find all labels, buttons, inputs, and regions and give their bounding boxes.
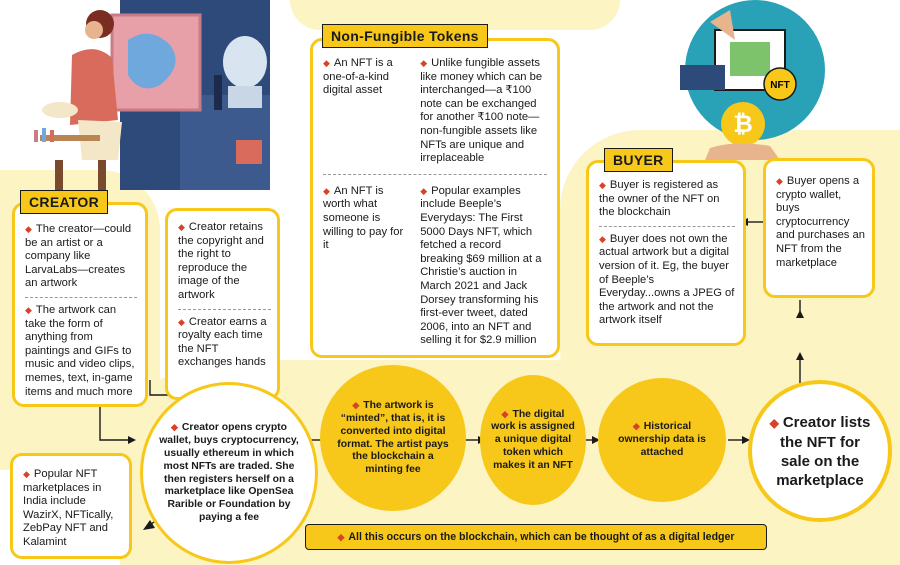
buyer-wallet-text: ◆ Buyer opens a crypto wallet, buys cryptocurrency and purchases an NFT from the marketplace [776,175,865,269]
divider [599,226,735,227]
step-history: ◆ Historical ownership data is attached [598,378,726,502]
creator-point-2: ◆ The artwork can take the form of anything from paintings and GIFs to music and video clips, memes, text, in-game items and much more [25,303,135,398]
india-marketplaces-box [10,453,132,559]
nft-title: Non-Fungible Tokens [322,24,488,48]
diamond-bullet-icon: ◆ [178,316,185,327]
nft-definition-box [310,38,560,358]
buyer-wallet-box [763,158,875,298]
diamond-bullet-icon: ◆ [323,185,330,196]
diamond-bullet-icon: ◆ [25,304,32,315]
diamond-bullet-icon: ◆ [420,185,428,196]
diamond-bullet-icon: ◆ [23,469,30,479]
diamond-bullet-icon: ◆ [337,531,345,542]
divider [178,309,271,310]
nft-badge-icon: NFT [770,80,790,91]
nft-point-1: ◆ An NFT is a one-of-a-kind digital asset [323,57,393,97]
nft-point-4: ◆ Popular examples include Beeple’s Everydays: The First 5000 Days NFT, which fetched a record breaking $69 million at a Christie’s auction in March 2021 and Jack Dorsey transforming his first-ever tweet, dated 2006, into an NFT and selling it for $2.9 million [420,184,542,347]
india-marketplaces-text: ◆ Popular NFT marketplaces in India include WazirX, NFTically, ZebPay NFT and Kalamint [23,468,114,548]
buyer-box [586,160,746,346]
diamond-bullet-icon: ◆ [352,400,360,411]
buyer-point-2: ◆ Buyer does not own the actual artwork but a digital version of it. Eg, the buyer of Beeple’s Everyday...owns a JPEG of the artwork and not the artwork itself [599,232,735,327]
step-lists-nft: ◆ Creator lists the NFT for sale on the marketplace [748,380,892,522]
step-minted: ◆ The artwork is “minted”, that is, it is converted into digital format. The artist pays the blockchain a minting fee [320,365,466,511]
diamond-bullet-icon: ◆ [632,421,640,432]
buyer-point-1: ◆ Buyer is registered as the owner of the NFT on the blockchain [599,179,720,219]
creator-rights-box [165,208,280,400]
diamond-bullet-icon: ◆ [501,408,509,419]
diamond-bullet-icon: ◆ [420,58,428,68]
nft-point-2: ◆ Unlike fungible assets like money which can be interchanged—a ₹100 note can be exchanged for another ₹100 note—non-fungible assets like NFTs are unique and irreplaceable [420,57,543,165]
diamond-bullet-icon: ◆ [25,224,32,234]
diamond-bullet-icon: ◆ [776,176,783,186]
diamond-bullet-icon: ◆ [323,58,330,68]
bitcoin-icon: ₿ [733,110,753,138]
creator-right-point-2: ◆ Creator earns a royalty each time the NFT exchanges hands [178,315,267,369]
divider [25,297,137,298]
blockchain-footer: ◆ All this occurs on the blockchain, which can be thought of as a digital ledger [305,524,767,550]
buyer-title: BUYER [604,148,673,172]
diamond-bullet-icon: ◆ [170,422,178,433]
divider [323,174,547,175]
diamond-bullet-icon: ◆ [599,233,606,244]
nft-point-3: ◆ An NFT is worth what someone is willing to pay for it [323,184,404,252]
step-creator-wallet: ◆ Creator opens crypto wallet, buys cryptocurrency, usually ethereum in which most NFTs are traded. She then registers herself on a marketplace like OpenSea Rarible or Foundation by paying a fee [140,382,318,564]
diamond-bullet-icon: ◆ [769,415,779,430]
diamond-bullet-icon: ◆ [599,180,606,190]
diamond-bullet-icon: ◆ [178,222,185,232]
creator-right-point-1: ◆ Creator retains the copyright and the right to reproduce the image of the artwork [178,221,264,301]
step-token: ◆ The digital work is assigned a unique digital token which makes it an NFT [480,375,586,505]
creator-box [12,202,148,407]
creator-title: CREATOR [20,190,108,214]
creator-point-1: ◆ The creator—could be an artist or a company like LarvaLabs—creates an artwork [25,223,132,290]
